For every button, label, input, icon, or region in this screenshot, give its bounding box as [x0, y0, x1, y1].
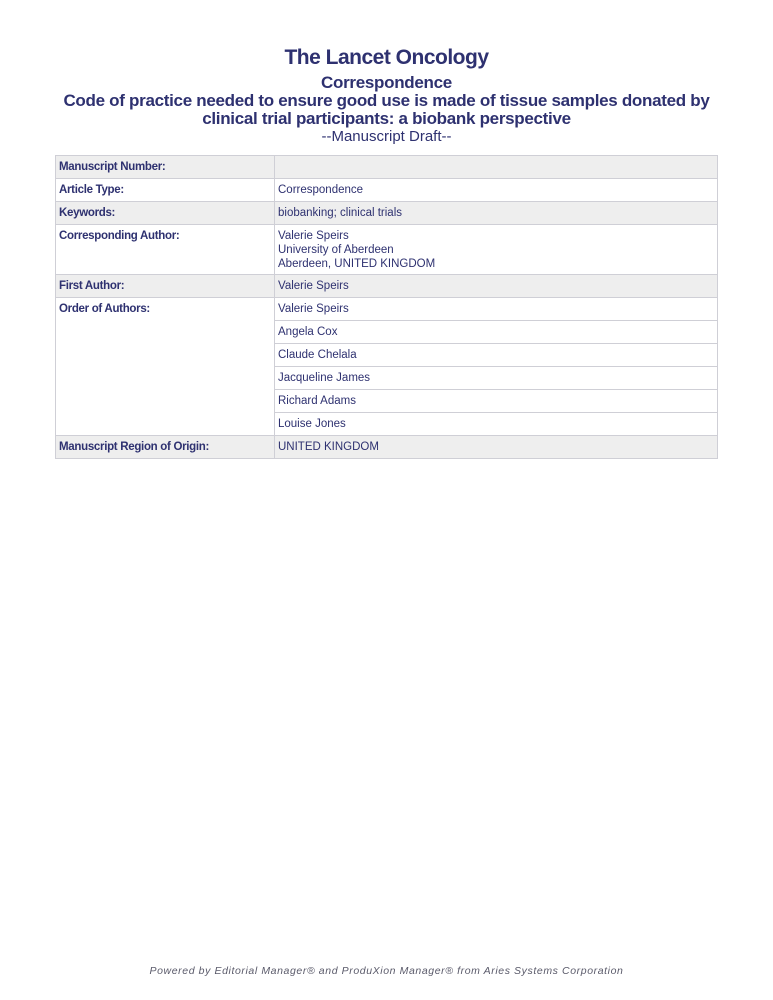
table-row-order-of-authors: [56, 298, 718, 436]
manuscript-number-label: Manuscript Number:: [56, 156, 275, 179]
first-author-label: First Author:: [56, 275, 275, 298]
corresponding-author-label: Corresponding Author:: [56, 225, 275, 275]
keywords-value: biobanking; clinical trials: [275, 202, 718, 225]
document-header: [0, 44, 773, 146]
table-row-region-of-origin: [56, 436, 718, 459]
corresponding-author-institution: University of Aberdeen: [278, 244, 394, 256]
keywords-label: Keywords:: [56, 202, 275, 225]
article-type-label: Article Type:: [56, 179, 275, 202]
author-item: Louise Jones: [278, 418, 346, 430]
corresponding-author-value: [275, 225, 718, 275]
draft-note: --Manuscript Draft--: [321, 128, 452, 145]
author-item: Jacqueline James: [275, 367, 717, 390]
table-row-first-author: [56, 275, 718, 298]
section-title: Correspondence: [321, 73, 452, 92]
article-type-value: Correspondence: [275, 179, 718, 202]
region-label: Manuscript Region of Origin:: [56, 436, 275, 459]
order-of-authors-label: Order of Authors:: [56, 298, 275, 436]
journal-title: The Lancet Oncology: [284, 46, 489, 69]
manuscript-metadata-table: [55, 155, 718, 459]
corresponding-author-location: Aberdeen, UNITED KINGDOM: [278, 258, 436, 270]
table-row-keywords: [56, 202, 718, 225]
article-title: Code of practice needed to ensure good use is made of tissue samples donated by clinical trial participants: a biobank perspective: [63, 91, 710, 128]
first-author-value: Valerie Speirs: [275, 275, 718, 298]
table-row-manuscript-number: [56, 156, 718, 179]
footer-credit: Powered by Editorial Manager® and ProduXion Manager® from Aries Systems Corporation: [149, 965, 624, 977]
manuscript-number-value: [275, 156, 718, 179]
order-of-authors-list: [275, 298, 718, 436]
table-row-article-type: [56, 179, 718, 202]
region-value: UNITED KINGDOM: [275, 436, 718, 459]
table-row-corresponding-author: [56, 225, 718, 275]
author-item: Claude Chelala: [275, 344, 717, 367]
author-item: Richard Adams: [275, 390, 717, 413]
corresponding-author-name: Valerie Speirs: [278, 230, 349, 242]
author-item: Angela Cox: [275, 321, 717, 344]
author-item: Valerie Speirs: [275, 298, 717, 321]
